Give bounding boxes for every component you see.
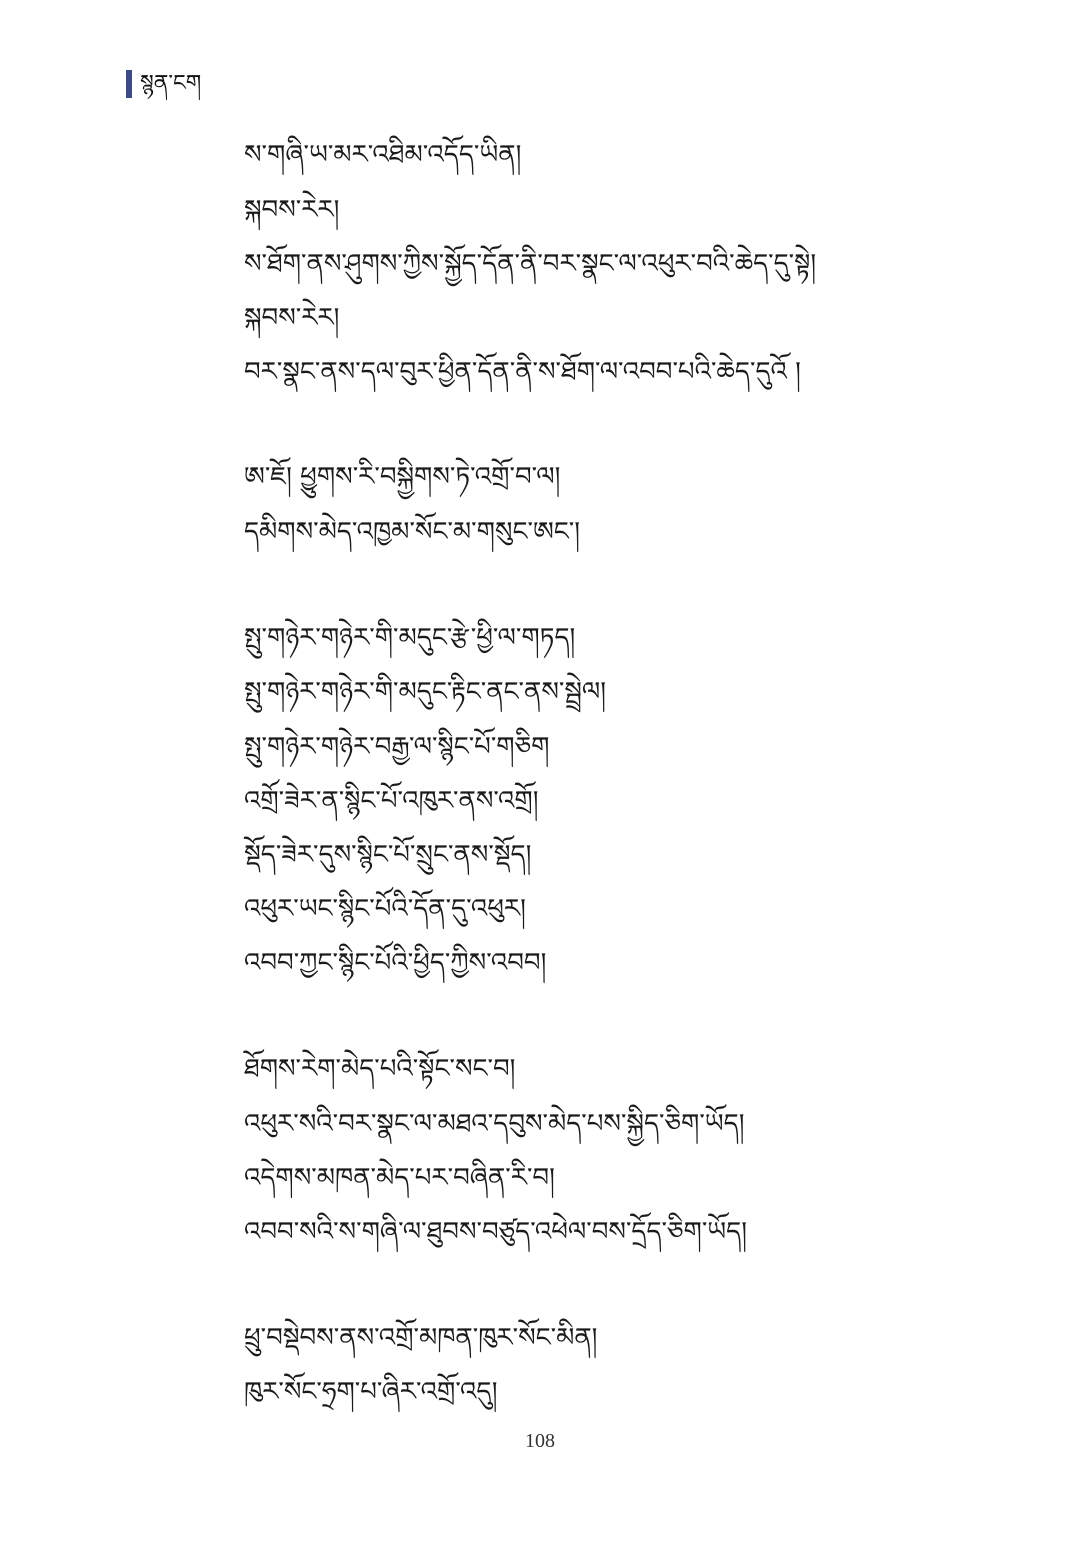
- poem-line: ས་གཞི་ཡ་མར་འཐིམ་འདོད་ཡིན།: [244, 140, 522, 170]
- poem-line: འབབ་སའི་ས་གཞི་ལ་ཐུབས་བཙུད་འཕེལ་བས་དྲོད་ཅིག་ཡོད།: [244, 1217, 747, 1247]
- poem-line: དམིགས་མེད་འཁྱམ་སོང་མ་གསུང་ཨང་།: [244, 517, 580, 547]
- poem-line: འཕུར་སའི་བར་སྣང་ལ་མཐའ་དབུས་མེད་པས་སྐྱིད་ཅིག་ཡོད།: [244, 1109, 745, 1139]
- section-header: [126, 68, 201, 100]
- header-accent-bar: [126, 70, 132, 98]
- poem-line: ཨ་ཇོ། ཕྱུགས་རི་བསྐྱིགས་ཏེ་འགྲོ་བ་ལ།: [244, 462, 561, 492]
- poem-line: ཐོགས་རེག་མེད་པའི་སྟོང་སང་བ།: [244, 1054, 516, 1084]
- poem-line: སྤུ་གཉེར་གཉེར་གི་མདུང་རྟིང་ནང་ནས་སྦྲེལ།: [244, 677, 607, 707]
- poem-line: སྡོད་ཟེར་དུས་སྙིང་པོ་སྲུང་ནས་སྡོད།: [244, 840, 532, 870]
- poem-line: འདེགས་མཁན་མེད་པར་བཞིན་རི་བ།: [244, 1163, 555, 1193]
- poem-line: བར་སྣང་ནས་དལ་བུར་ཕྱིན་དོན་ནི་ས་ཐོག་ལ་འབབ་པའི་ཆེད་དུའོ །: [244, 357, 801, 387]
- poem-line: ས་ཐོག་ནས་ཤུགས་ཀྱིས་སྐྱོད་དོན་ནི་བར་སྣང་ལ་འཕུར་བའི་ཆེད་དུ་སྟེ།: [244, 249, 817, 279]
- poem-line: སྐབས་རེར།: [244, 195, 340, 225]
- poem-line: ཁུར་སོང་ཧྲག་པ་ཞིར་འགྲོ་འདུ།: [244, 1377, 498, 1407]
- poem-line: ཕྲུ་བསྡེབས་ནས་འགྲོ་མཁན་ཁུར་སོང་མིན།: [244, 1323, 598, 1353]
- section-title: སྙན་ངག: [140, 71, 202, 96]
- poem-line: འབབ་ཀྱང་སྙིང་པོའི་ཕྱིད་ཀྱིས་འབབ།: [244, 948, 547, 978]
- poem-line: འཕུར་ཡང་སྙིང་པོའི་དོན་དུ་འཕུར།: [244, 894, 526, 924]
- poem-line: འགྲོ་ཟེར་ན་སྙིང་པོ་འཁུར་ནས་འགྲོ།: [244, 786, 539, 816]
- poem-line: སྐབས་རེར།: [244, 303, 340, 333]
- page-number: 108: [525, 1430, 555, 1452]
- poem-line: སྤུ་གཉེར་གཉེར་གི་མདུང་རྩེ་ཕྱི་ལ་གཏད།: [244, 623, 576, 653]
- poem-line: སྤུ་གཉེར་གཉེར་བརྒྱ་ལ་སྙིང་པོ་གཅིག: [244, 732, 550, 762]
